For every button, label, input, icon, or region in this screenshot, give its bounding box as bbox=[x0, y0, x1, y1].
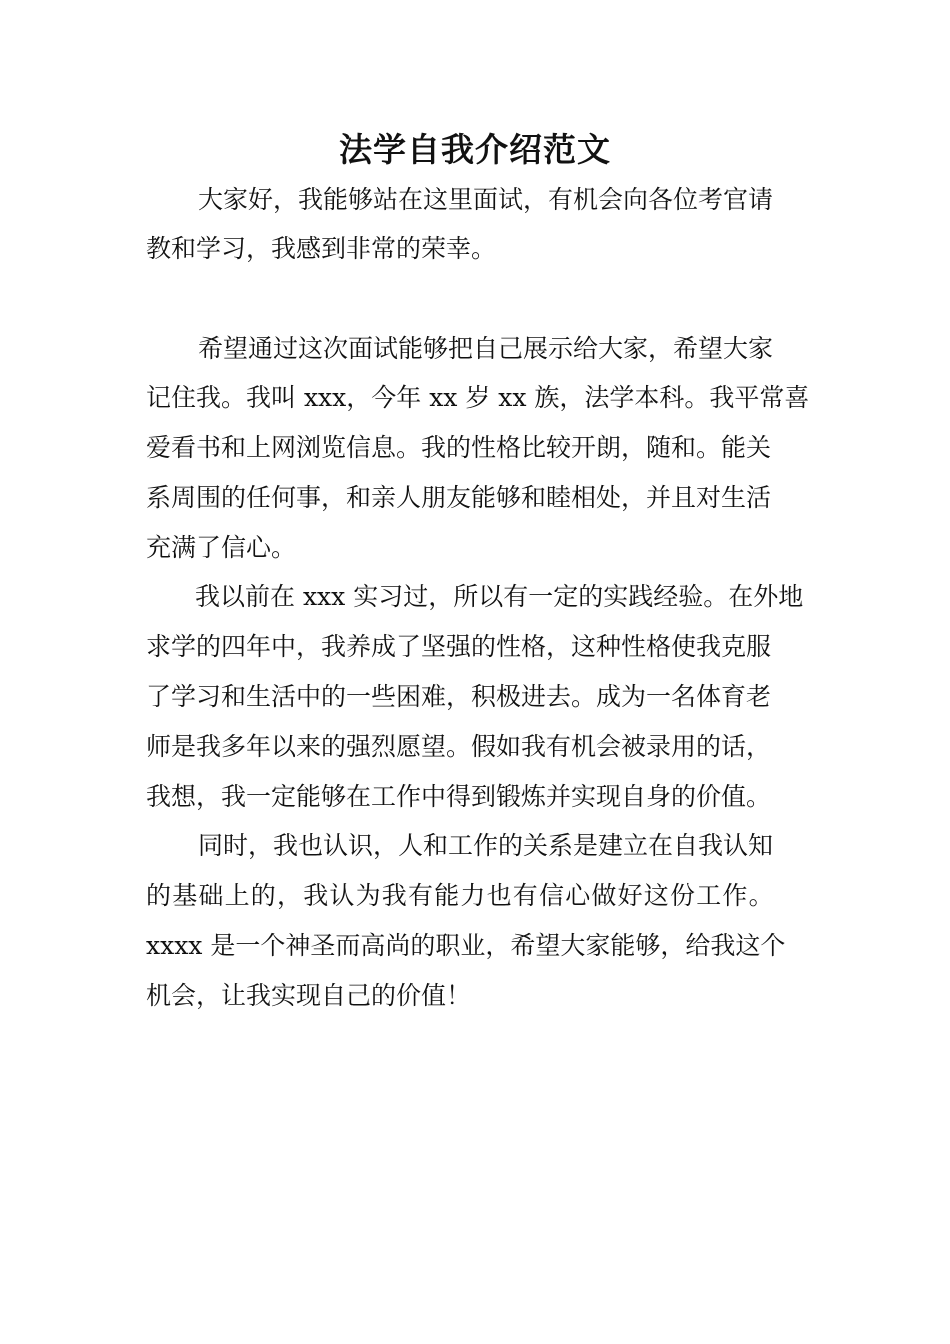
paragraph-line: 的基础上的，我认为我有能力也有信心做好这份工作。 bbox=[146, 881, 775, 910]
paragraph-line: 系周围的任何事，和亲人朋友能够和睦相处，并且对生活 bbox=[146, 483, 772, 512]
paragraph-line: 教和学习，我感到非常的荣幸。 bbox=[146, 234, 497, 263]
paragraph-line: 希望通过这次面试能够把自己展示给大家，希望大家 bbox=[198, 334, 774, 363]
paragraph-line: 充满了信心。 bbox=[146, 533, 297, 562]
paragraph-line: 师是我多年以来的强烈愿望。假如我有机会被录用的话， bbox=[146, 732, 772, 761]
paragraph-line: 我以前在 xxx 实习过，所以有一定的实践经验。在外地 bbox=[195, 582, 804, 611]
paragraph-line: 同时，我也认识，人和工作的关系是建立在自我认知 bbox=[198, 831, 774, 860]
document-title: 法学自我介绍范文 bbox=[339, 130, 611, 169]
paragraph-line: 了学习和生活中的一些困难，积极进去。成为一名体育老 bbox=[146, 682, 772, 711]
paragraph-line: 机会，让我实现自己的价值！ bbox=[146, 981, 472, 1010]
paragraph-line: 记住我。我叫 xxx，今年 xx 岁 xx 族，法学本科。我平常喜 bbox=[146, 383, 810, 412]
paragraph-line: 大家好，我能够站在这里面试，有机会向各位考官请 bbox=[198, 185, 774, 214]
paragraph-line: 我想，我一定能够在工作中得到锻炼并实现自身的价值。 bbox=[146, 782, 772, 811]
paragraph-line: 爱看书和上网浏览信息。我的性格比较开朗，随和。能关 bbox=[146, 433, 772, 462]
paragraph-line: 求学的四年中，我养成了坚强的性格，这种性格使我克服 bbox=[146, 632, 772, 661]
paragraph-line: xxxx 是一个神圣而高尚的职业，希望大家能够，给我这个 bbox=[146, 931, 786, 960]
